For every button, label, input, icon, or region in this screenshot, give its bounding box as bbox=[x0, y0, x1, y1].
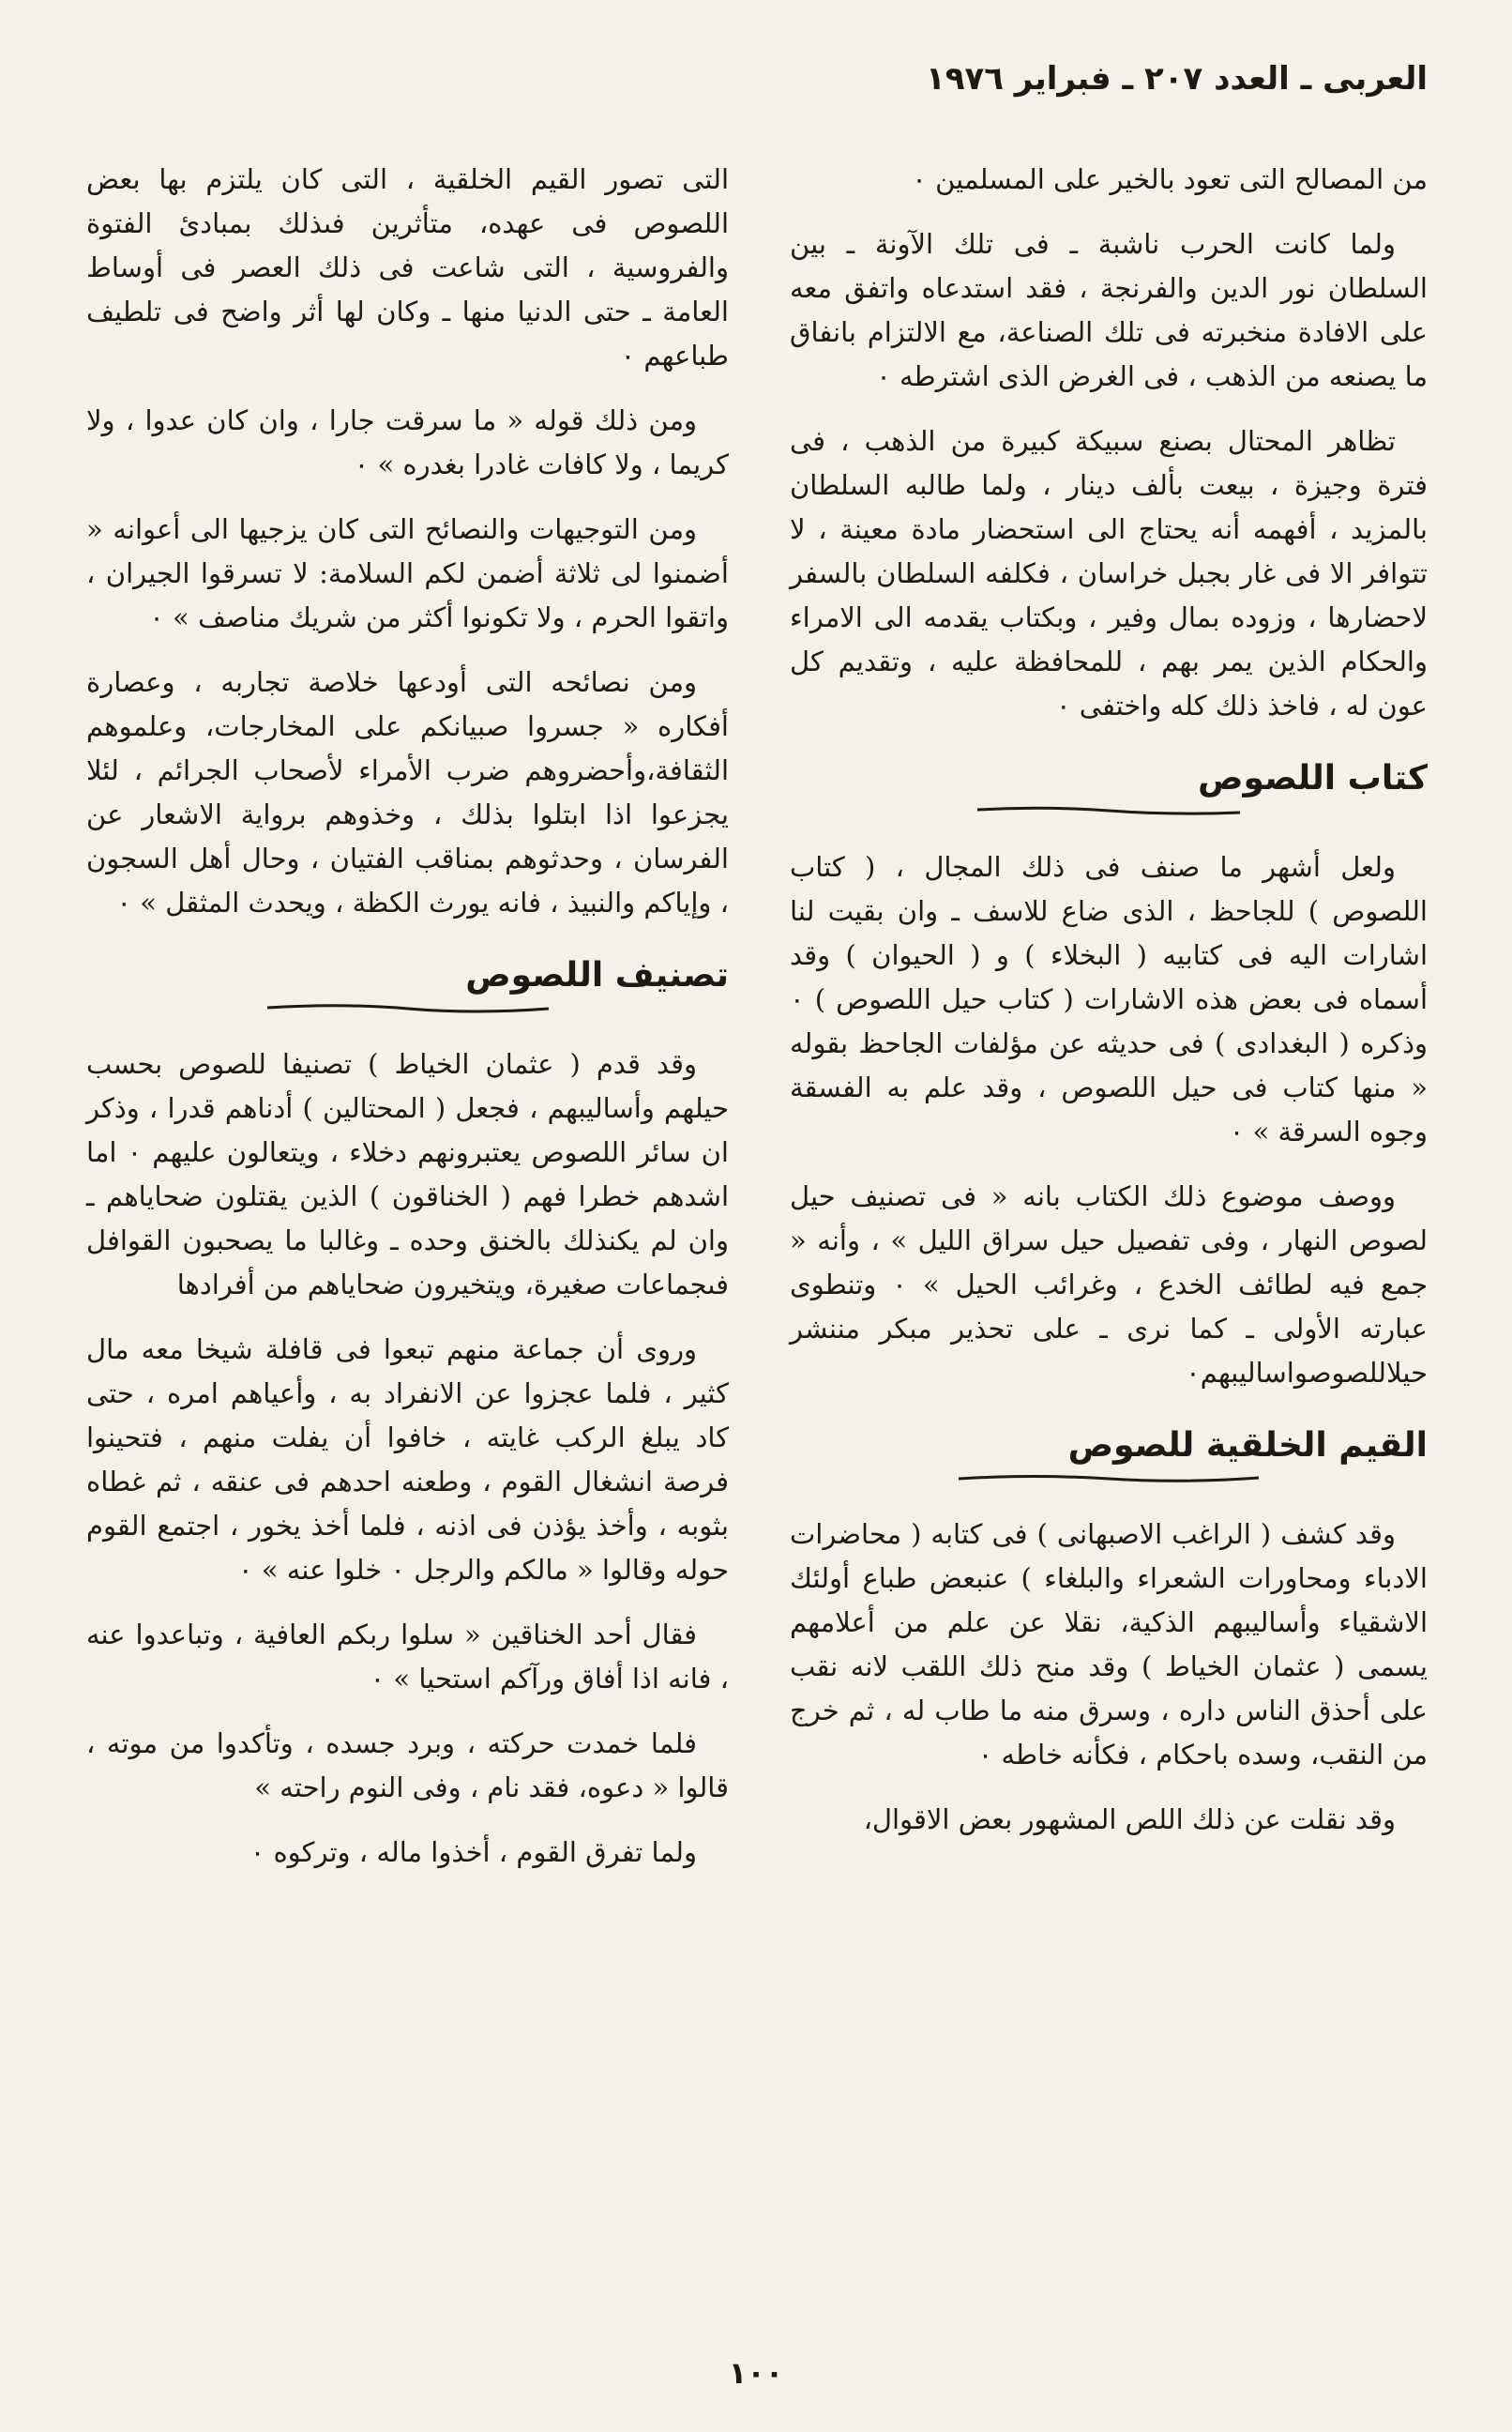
paragraph: ولما كانت الحرب ناشبة ـ فى تلك الآونة ـ بين السلطان نور الدين والفرنجة ، فقد استدعاه واتفق معه على الافادة منخبرته فى تلك الصناعة، مع الالتزام بانفاق ما يصنعه من الذهب ، فى الغرض الذى اشترطه ٠ bbox=[790, 228, 1428, 392]
running-header: العربى ـ العدد ٢٠٧ ـ فبراير ١٩٧٦ bbox=[925, 60, 1428, 98]
right-column bbox=[790, 158, 1428, 2344]
paragraph: ومن نصائحه التى أودعها خلاصة تجاربه ، وعصارة أفكاره « جسروا صبيانكم على المخارجات، وعلموهم الثقافة،وأحضروهم ضرب الأمراء لأصحاب الجرائم ، لئلا يجزعوا اذا ابتلوا بذلك ، وخذوهم برواية الاشعار عن الفرسان ، وحدثوهم بمناقب الفتيان ، وحال أهل السجون ، وإياكم والنبيذ ، فانه يورث الكظة ، ويحدث المثقل » ٠ bbox=[86, 666, 729, 919]
left-column bbox=[86, 158, 729, 2344]
paragraph: فلما خمدت حركته ، وبرد جسده ، وتأكدوا من موته ، قالوا « دعوه، فقد نام ، وفى النوم راحته » bbox=[86, 1727, 729, 1803]
section-heading-text: القيم الخلقية للصوص bbox=[1067, 1426, 1428, 1465]
paragraph: وقد كشف ( الراغب الاصبهانى ) فى كتابه ( محاضرات الادباء ومحاورات الشعراء والبلغاء ) عنبعض طباع أولئك الاشقياء وأساليبهم الذكية، نقلا عن علم من أعلامهم يسمى ( عثمان الخياط ) وقد منح ذلك اللقب لانه نقب على أحذق الناس داره ، وسرق منه ما طاب له ، ثم خرج من النقب، وسده باحكام ، فكأنه خاطه ٠ bbox=[790, 1518, 1428, 1771]
paragraph: من المصالح التى تعود بالخير على المسلمين ٠ bbox=[912, 163, 1428, 195]
paragraph: التى تصور القيم الخلقية ، التى كان يلتزم بها بعض اللصوص فى عهده، متأثرين فىذلك بمبادئ الفتوة والفروسية ، التى شاعت فى ذلك العصر فى أوساط العامة ـ حتى الدنيا منها ـ وكان لها أثر واضح فى تلطيف طباعهم ٠ bbox=[86, 163, 729, 372]
heading-underline-swash bbox=[258, 1001, 558, 1016]
heading-underline-swash bbox=[968, 804, 1249, 819]
paragraph: وقد نقلت عن ذلك اللص المشهور بعض الاقوال، bbox=[863, 1803, 1396, 1835]
heading-underline-swash bbox=[949, 1471, 1268, 1486]
section-heading-text: كتاب اللصوص bbox=[1198, 759, 1428, 798]
paragraph: ولما تفرق القوم ، أخذوا ماله ، وتركوه ٠ bbox=[249, 1836, 697, 1868]
page-number: ١٠٠ bbox=[728, 2355, 784, 2391]
section-heading bbox=[86, 953, 729, 1016]
paragraph: تظاهر المحتال بصنع سبيكة كبيرة من الذهب ، فى فترة وجيزة ، بيعت بألف دينار ، ولما طالبه السلطان بالمزيد ، أفهمه أنه يحتاج الى استحضار مادة معينة ، لا تتوافر الا فى غار بجبل خراسان ، فكلفه السلطان بالسفر لاحضارها ، وزوده بمال وفير ، وبكتاب يقدمه الى الامراء والحكام الذين يمر بهم ، للمحافظة عليه ، وتقديم كل عون له ، فاخذ ذلك كله واختفى ٠ bbox=[790, 425, 1428, 722]
paragraph: وروى أن جماعة منهم تبعوا فى قافلة شيخا معه مال كثير ، فلما عجزوا عن الانفراد به ، وأعياهم امره ، حتى كاد يبلغ الركب غايته ، خافوا أن يفلت منهم ، فتحينوا فرصة انشغال القوم ، وطعنه احدهم فى عنقه ، ثم غطاه بثوبه ، وأخذ يؤذن فى اذنه ، فلما أخذ يخور ، اجتمع القوم حوله وقالوا « مالكم والرجل ٠ خلوا عنه » ٠ bbox=[86, 1333, 729, 1586]
section-heading-text: تصنيف اللصوص bbox=[465, 956, 729, 995]
paragraph: ولعل أشهر ما صنف فى ذلك المجال ، ( كتاب اللصوص ) للجاحظ ، الذى ضاع للاسف ـ وان بقيت لنا اشارات اليه فى كتابيه ( البخلاء ) و ( الحيوان ) وقد أسماه فى بعض هذه الاشارات ( كتاب حيل اللصوص ) ٠ وذكره ( البغدادى ) فى حديثه عن مؤلفات الجاحظ بقوله « منها كتاب فى حيل اللصوص ، وقد علم به الفسقة وجوه السرقة » ٠ bbox=[790, 851, 1428, 1148]
paragraph: وقد قدم ( عثمان الخياط ) تصنيفا للصوص بحسب حيلهم وأساليبهم ، فجعل ( المحتالين ) أدناهم قدرا ، وذكر ان سائر اللصوص يعتبرونهم دخلاء ، ويتعالون عليهم ٠ اما اشدهم خطرا فهم ( الخناقون ) الذين يقتلون ضحاياهم ـ وان لم يكنذلك بالخنق وحده ـ وغالبا ما يصحبون القوافل فىجماعات صغيرة، ويتخيرون ضحاياهم من أفرادها bbox=[86, 1048, 729, 1300]
paragraph: ومن ذلك قوله « ما سرقت جارا ، وان كان عدوا ، ولا كريما ، ولا كافات غادرا بغدره » ٠ bbox=[86, 404, 729, 480]
paragraph: فقال أحد الخناقين « سلوا ربكم العافية ، وتباعدوا عنه ، فانه اذا أفاق ورآكم استحيا » ٠ bbox=[86, 1619, 729, 1695]
paragraph: ومن التوجيهات والنصائح التى كان يزجيها الى أعوانه « أضمنوا لى ثلاثة أضمن لكم السلامة: لا تسرقوا الجيران ، واتقوا الحرم ، ولا تكونوا أكثر من شريك مناصف » ٠ bbox=[86, 513, 729, 633]
section-heading bbox=[790, 1423, 1428, 1486]
section-heading bbox=[790, 756, 1428, 819]
paragraph: ووصف موضوع ذلك الكتاب بانه « فى تصنيف حيل لصوص النهار ، وفى تفصيل حيل سراق الليل » ، وأنه « جمع فيه لطائف الخدع ، وغرائب الحيل » ٠ وتنطوى عبارته الأولى ـ كما نرى ـ على تحذير مبكر مننشر حيلاللصوصواساليبهم٠ bbox=[790, 1180, 1428, 1389]
